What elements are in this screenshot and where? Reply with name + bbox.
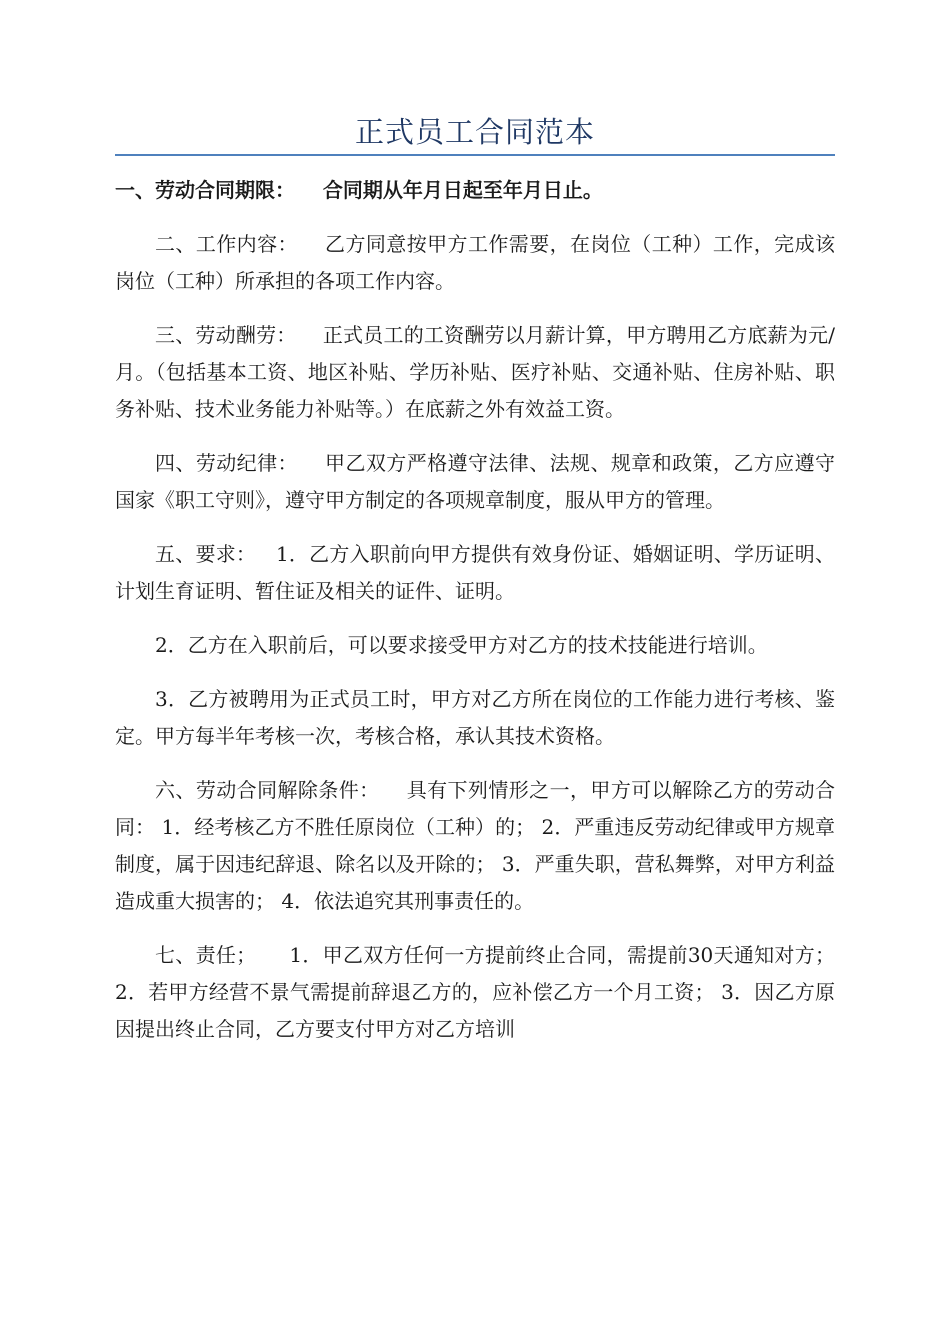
clause-text: 具有下列情形之一，甲方可以解除乙方的劳动合同： 1．经考核乙方不胜任原岗位（工种）的； 2．严重违反劳动纪律或甲方规章制度，属于因违纪辞退、除名以及开除的； 3．严重失职，营私舞弊，对甲方利益造成重大损害的； 4．依法追究其刑事责任的。 — [115, 778, 836, 913]
title-underline — [115, 154, 835, 156]
clause-text: 1．甲乙双方任何一方提前终止合同，需提前30天通知对方； 2．若甲方经营不景气需提前辞退乙方的，应补偿乙方一个月工资； 3．因乙方原因提出终止合同，乙方要支付甲方对乙方培训 — [115, 943, 835, 1041]
clause-label: 二、工作内容： — [155, 232, 298, 256]
clause-requirements — [115, 536, 835, 610]
clause-text: 3．乙方被聘用为正式员工时，甲方对乙方所在岗位的工作能力进行考核、鉴定。甲方每半年考核一次，考核合格，承认其技术资格。 — [115, 687, 835, 748]
requirement-item-2 — [115, 627, 835, 664]
clause-label: 一、劳动合同期限： — [115, 178, 295, 202]
document-body — [115, 172, 835, 1065]
clause-label: 四、劳动纪律： — [155, 451, 298, 475]
clause-responsibility — [115, 937, 835, 1048]
requirement-item-3 — [115, 681, 835, 755]
clause-compensation — [115, 317, 835, 428]
clause-text: 正式员工的工资酬劳以月薪计算，甲方聘用乙方底薪为元/月。（包括基本工资、地区补贴、学历补贴、医疗补贴、交通补贴、住房补贴、职务补贴、技术业务能力补贴等。）在底薪之外有效益工资。 — [115, 323, 836, 421]
clause-text: 合同期从年月日起至年月日止。 — [322, 178, 603, 202]
clause-text: 2．乙方在入职前后，可以要求接受甲方对乙方的技术技能进行培训。 — [155, 633, 768, 657]
clause-text: 甲乙双方严格遵守法律、法规、规章和政策，乙方应遵守国家《职工守则》，遵守甲方制定的各项规章制度，服从甲方的管理。 — [115, 451, 836, 512]
clause-label: 六、劳动合同解除条件： — [155, 778, 380, 802]
clause-termination-conditions — [115, 772, 835, 920]
clause-work-content — [115, 226, 835, 300]
clause-term — [115, 172, 835, 209]
clause-discipline — [115, 445, 835, 519]
clause-text: 乙方同意按甲方工作需要，在岗位（工种）工作，完成该岗位（工种）所承担的各项工作内容。 — [115, 232, 836, 293]
clause-label: 三、劳动酬劳： — [155, 323, 297, 347]
clause-text: 1．乙方入职前向甲方提供有效身份证、婚姻证明、学历证明、计划生育证明、暂住证及相关的证件、证明。 — [115, 542, 835, 603]
document-title: 正式员工合同范本 — [354, 115, 595, 149]
clause-label: 七、责任； — [155, 943, 257, 967]
clause-label: 五、要求： — [155, 542, 257, 566]
